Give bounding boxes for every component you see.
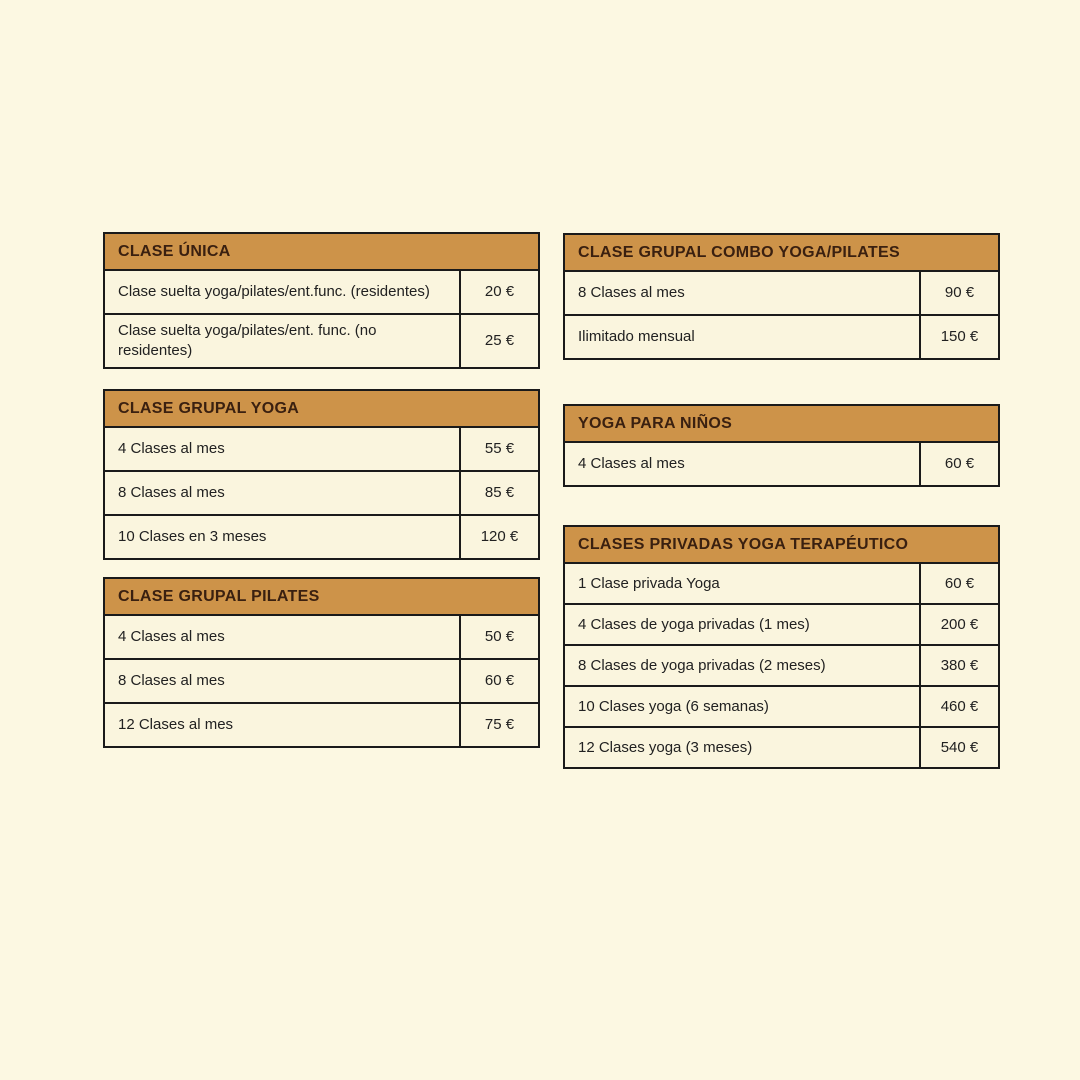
table-row (565, 687, 998, 728)
left-column (103, 232, 540, 748)
table-clases-privadas-terapeutico (563, 525, 1000, 769)
row-price: 540 € (919, 728, 998, 767)
row-label: Clase suelta yoga/pilates/ent.func. (residentes) (118, 283, 430, 300)
row-price: 60 € (919, 564, 998, 603)
table-row (565, 316, 998, 358)
table-yoga-para-ninos (563, 404, 1000, 487)
row-label: 8 Clases al mes (118, 484, 225, 501)
row-price: 25 € (459, 315, 538, 367)
row-price: 20 € (459, 271, 538, 313)
table-row (105, 472, 538, 516)
table-title-yoga-para-ninos: YOGA PARA NIÑOS (565, 406, 998, 443)
table-row (565, 443, 998, 485)
table-clase-grupal-yoga (103, 389, 540, 560)
table-title-clase-grupal-pilates: CLASE GRUPAL PILATES (105, 579, 538, 616)
table-title-clase-grupal-combo: CLASE GRUPAL COMBO YOGA/PILATES (565, 235, 998, 272)
table-row (105, 660, 538, 704)
row-label: 4 Clases al mes (118, 628, 225, 645)
table-clase-unica (103, 232, 540, 369)
row-label: 10 Clases en 3 meses (118, 528, 267, 545)
table-clase-grupal-combo (563, 233, 1000, 360)
row-label: Ilimitado mensual (578, 328, 695, 345)
row-label: 10 Clases yoga (6 semanas) (578, 697, 769, 715)
row-label: 1 Clase privada Yoga (578, 574, 720, 592)
table-row (105, 616, 538, 660)
row-label: 4 Clases de yoga privadas (1 mes) (578, 615, 810, 633)
table-row (565, 728, 998, 767)
row-label: 8 Clases al mes (118, 672, 225, 689)
table-clase-grupal-pilates (103, 577, 540, 748)
table-title-clase-unica: CLASE ÚNICA (105, 234, 538, 271)
table-row (565, 646, 998, 687)
table-row (565, 564, 998, 605)
row-label: Clase suelta yoga/pilates/ent. func. (no residentes) (118, 322, 377, 359)
row-price: 75 € (459, 704, 538, 746)
row-price: 380 € (919, 646, 998, 685)
row-label: 4 Clases al mes (118, 440, 225, 457)
row-price: 55 € (459, 428, 538, 470)
row-label: 4 Clases al mes (578, 455, 685, 472)
row-price: 150 € (919, 316, 998, 358)
row-label: 8 Clases al mes (578, 284, 685, 301)
row-label: 12 Clases al mes (118, 716, 234, 733)
right-column (563, 233, 1000, 769)
table-row (565, 605, 998, 646)
row-price: 60 € (459, 660, 538, 702)
table-row (105, 271, 538, 315)
table-title-clase-grupal-yoga: CLASE GRUPAL YOGA (105, 391, 538, 428)
row-price: 120 € (459, 516, 538, 558)
table-row (105, 428, 538, 472)
row-price: 90 € (919, 272, 998, 314)
row-price: 200 € (919, 605, 998, 644)
table-row (105, 704, 538, 746)
row-price: 460 € (919, 687, 998, 726)
row-price: 50 € (459, 616, 538, 658)
table-row (105, 516, 538, 558)
table-title-clases-privadas-terapeutico: CLASES PRIVADAS YOGA TERAPÉUTICO (565, 527, 998, 564)
row-label: 8 Clases de yoga privadas (2 meses) (578, 656, 826, 674)
row-label: 12 Clases yoga (3 meses) (578, 738, 753, 756)
row-price: 85 € (459, 472, 538, 514)
table-row (565, 272, 998, 316)
table-row (105, 315, 538, 367)
row-price: 60 € (919, 443, 998, 485)
